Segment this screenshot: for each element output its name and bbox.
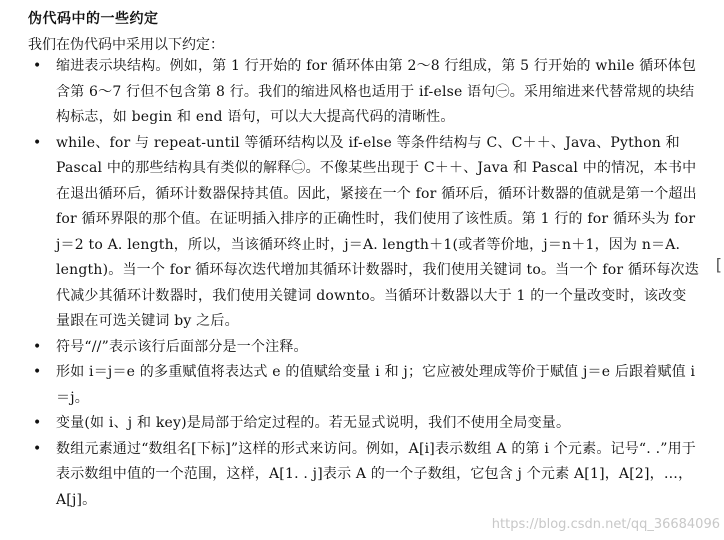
list-item — [0, 411, 724, 437]
list-item-text: while、for 与 repeat-until 等循环结构以及 if-else 等条件结构与 C、C＋＋、Java、Python 和 Pascal 中的那些结构具有类似的解释㊁。不像某些出现于 C＋＋、Java 和 Pascal 中的情况，本书中在退出循环后，循环计数器保持其值。因此，紧接在一个 for 循环后，循环计数器的值就是第一个超出 for 循环界限的那个值。在证明插入排序的正确性时，我们使用了该性质。第 1 行的 for 循环头为 for j＝2 to A. length，所以，当该循环终止时，j＝A. length＋1(或者等价地，j＝n＋1，因为 n＝A. length)。当一个 for 循环每次迭代增加其循环计数器时，我们使用关键词 to。当一个 for 循环每次迭代减少其循环计数器时，我们使用关键词 downto。当循环计数器以大于 1 的一个量改变时，该改变量跟在可选关键词 by 之后。 — [56, 134, 699, 329]
intro-paragraph: 我们在伪代码中采用以下约定： — [28, 37, 224, 53]
list-item — [0, 360, 724, 411]
bullet-icon: • — [33, 134, 42, 151]
bullet-icon: • — [33, 364, 42, 380]
list-item-text: 形如 i＝j＝e 的多重赋值将表达式 e 的值赋给变量 i 和 j；它应被处理成等价于赋值 j＝e 后跟着赋值 i＝j。 — [56, 364, 696, 406]
bullet-icon: • — [33, 58, 42, 74]
list-item-text: 变量(如 i、j 和 key)是局部于给定过程的。若无显式说明，我们不使用全局变量。 — [56, 415, 571, 431]
list-item-text: 缩进表示块结构。例如，第 1 行开始的 for 循环体由第 2～8 行组成，第 5 行开始的 while 循环体包含第 6～7 行但不包含第 8 行。我们的缩进风格也适用于 if-else 语句㊀。采用缩进来代替常规的块结构标志，如 begin 和 end 语句，可以大大提高代码的清晰性。 — [56, 58, 697, 125]
list-item — [0, 437, 724, 514]
conventions-list — [0, 54, 724, 513]
bullet-icon: • — [33, 338, 42, 355]
edge-bracket-mark: [ — [715, 255, 722, 274]
list-item-text: 数组元素通过“数组名[下标]”这样的形式来访问。例如，A[i]表示数组 A 的第 i 个元素。记号“. .”用于表示数组中值的一个范围，这样，A[1. . j]表示 A 的一个子数组，它包含 j 个元素 A[1]，A[2]，…，A[j]。 — [56, 440, 697, 508]
watermark: https://blog.csdn.net/qq_36684096 — [491, 517, 720, 532]
list-item — [0, 335, 724, 361]
bullet-icon: • — [33, 415, 42, 431]
list-item — [0, 131, 724, 335]
section-heading: 伪代码中的一些约定 — [28, 11, 159, 27]
bullet-icon: • — [33, 440, 42, 457]
list-item — [0, 54, 724, 131]
list-item-text: 符号“//”表示该行后面部分是一个注释。 — [56, 338, 308, 355]
